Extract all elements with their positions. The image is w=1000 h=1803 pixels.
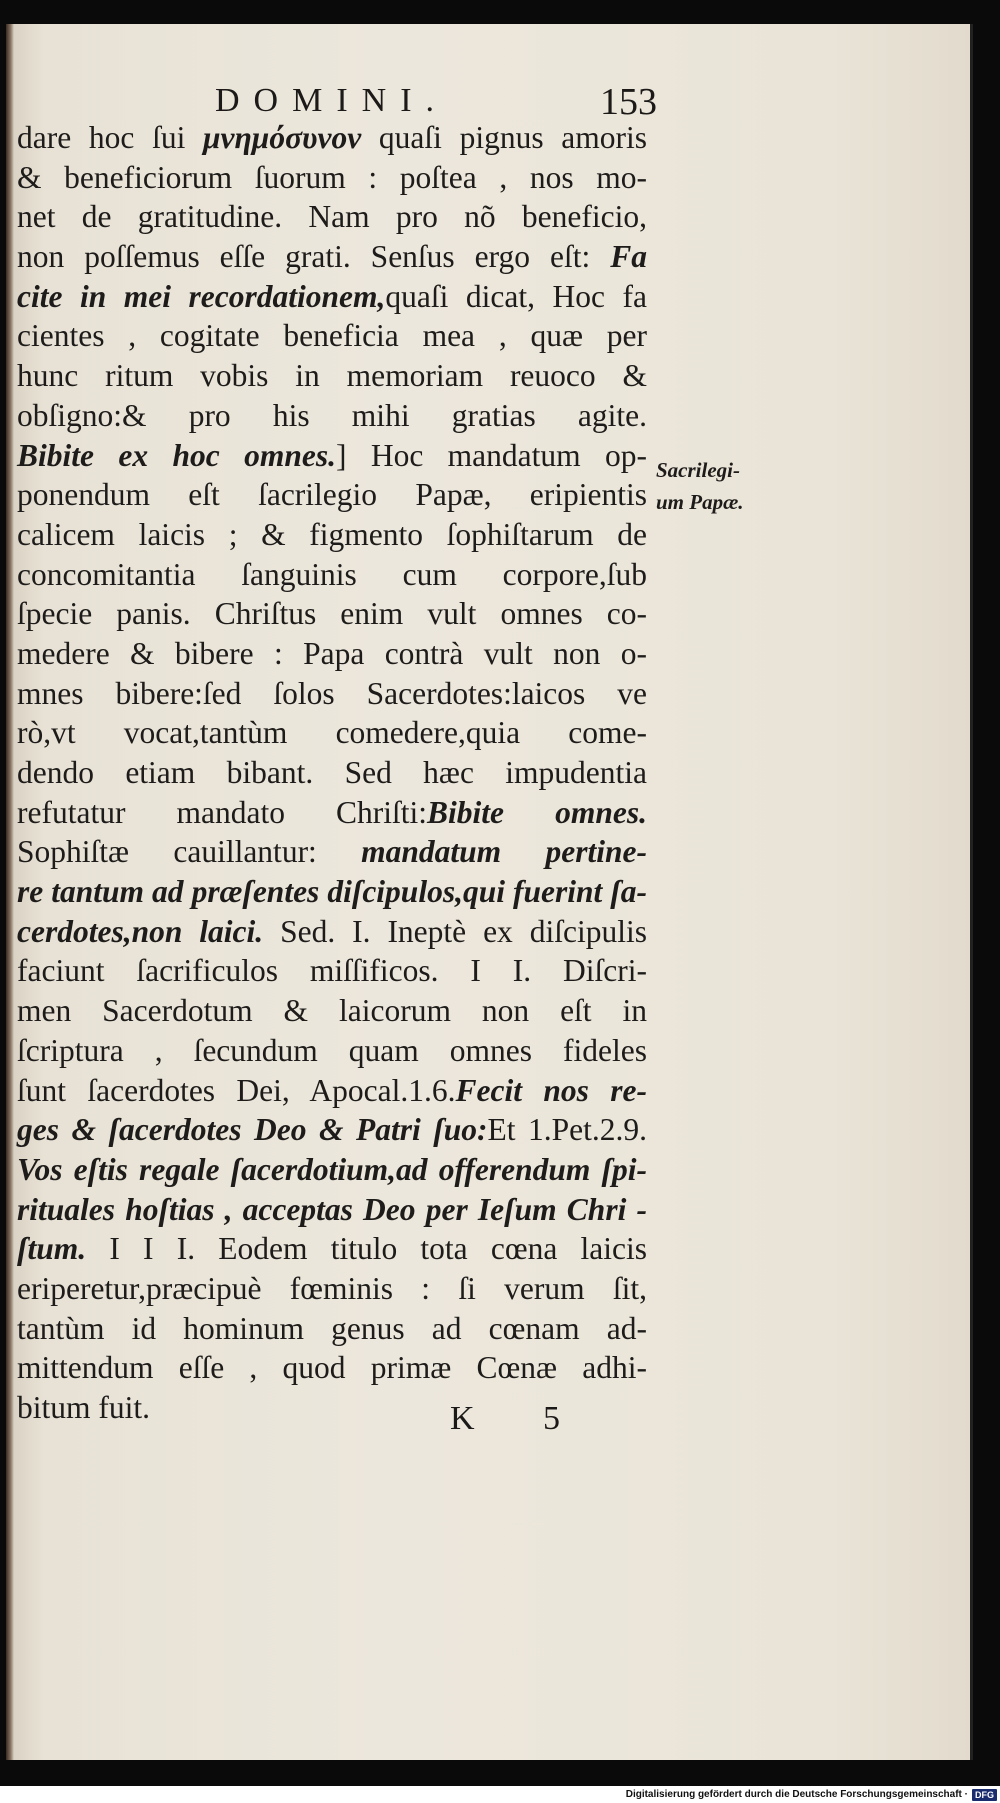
- text-segment: net de gratitudine. Nam pro nõ beneficio,: [17, 199, 647, 235]
- text-line: [17, 1229, 647, 1269]
- text-segment: ſunt ſacerdotes Dei, Apocal.1.6.: [17, 1072, 456, 1108]
- text-segment: tantùm id hominum genus ad cœnam ad-: [17, 1310, 647, 1346]
- text-segment: dendo etiam bibant. Sed hæc impudentia: [17, 755, 647, 790]
- text-line: [17, 158, 647, 198]
- text-segment: concomitantia ſanguinis cum corpore,ſub: [17, 556, 647, 592]
- text-segment: men Sacerdotum & laicorum non eſt in: [17, 993, 647, 1029]
- text-segment: dare hoc ſui: [17, 120, 204, 155]
- text-line: [17, 1348, 647, 1388]
- text-line: [17, 475, 647, 515]
- text-line: [17, 674, 647, 714]
- page-binding-edge: [6, 24, 14, 1760]
- text-line: [17, 991, 647, 1031]
- italic-segment: rituales hoſtias , acceptas Deo per Ieſum Chri -: [17, 1191, 647, 1227]
- text-segment: & beneficiorum ſuorum : poſtea , nos mo-: [17, 159, 647, 195]
- text-line: [17, 356, 647, 396]
- text-line: [17, 1071, 647, 1111]
- marginal-note: [656, 454, 744, 518]
- digitization-credit: [626, 1786, 1000, 1803]
- text-line: [17, 1309, 647, 1349]
- text-line: [17, 832, 647, 872]
- text-line: [17, 396, 647, 436]
- italic-segment: mandatum pertine-: [361, 834, 647, 870]
- text-segment: refutatur mandato Chriſti:: [17, 794, 428, 830]
- text-segment: quaſi dicat, Hoc fa: [385, 278, 647, 314]
- text-segment: calicem laicis ; & figmento ſophiſtarum de: [17, 516, 647, 552]
- text-line: [17, 753, 647, 793]
- italic-segment: cerdotes,non laici.: [17, 913, 264, 949]
- text-segment: I I I. Eodem titulo tota cœna laicis: [86, 1231, 647, 1267]
- text-line: [17, 555, 647, 595]
- text-segment: mittendum eſſe , quod primæ Cœnæ adhi-: [17, 1350, 647, 1386]
- text-line: [17, 515, 647, 555]
- text-segment: Et 1.Pet.2.9.: [487, 1112, 647, 1148]
- credit-text: Digitalisierung gefördert durch die Deutsche Forschungsgemeinschaft ·: [625, 1789, 968, 1800]
- text-segment: medere & bibere : Papa contrà vult non o-: [17, 635, 647, 671]
- text-segment: eriperetur,præcipuè fœminis : ſi verum ſit,: [17, 1270, 647, 1306]
- italic-segment: cite in mei recordationem,: [17, 278, 386, 314]
- italic-segment: Bibite ex hoc omnes.: [17, 437, 336, 473]
- text-line: [17, 1031, 647, 1071]
- marginal-note-line-2: um Papæ.: [656, 490, 744, 514]
- text-segment: ſcriptura , ſecundum quam omnes fideles: [17, 1032, 647, 1068]
- text-line: [17, 634, 647, 674]
- text-segment: quaſi pignus amoris: [361, 120, 648, 155]
- italic-segment: μνημόσυνον: [203, 120, 362, 155]
- text-segment: obſigno:& pro his mihi gratias agite.: [17, 397, 647, 433]
- text-line: [17, 872, 647, 912]
- text-line: [17, 713, 647, 753]
- marginal-note-line-1: Sacrilegi-: [656, 458, 740, 482]
- italic-segment: Vos eſtis regale ſacerdotium,ad offerendum ſpi-: [17, 1151, 647, 1187]
- text-segment: hunc ritum vobis in memoriam reuoco &: [17, 358, 647, 394]
- italic-segment: Fa: [610, 239, 647, 275]
- text-line: [17, 1150, 647, 1190]
- italic-segment: Fecit nos re-: [455, 1072, 647, 1108]
- text-line: [17, 793, 647, 833]
- text-segment: non poſſemus eſſe grati. Senſus ergo eſt:: [17, 239, 611, 275]
- text-line: [17, 316, 647, 356]
- italic-segment: re tantum ad præſentes diſcipulos,qui fuerint ſa-: [17, 874, 647, 910]
- text-line: [17, 1110, 647, 1150]
- text-line: [17, 1190, 647, 1230]
- signature-mark: K 5: [450, 1400, 591, 1437]
- text-line: [17, 436, 647, 476]
- main-text-block: [17, 118, 647, 1428]
- text-segment: cientes , cogitate beneficia mea , quæ per: [17, 318, 647, 354]
- text-line: [17, 197, 647, 237]
- text-segment: rò,vt vocat,tantùm comedere,quia come-: [17, 715, 647, 751]
- text-segment: ſpecie panis. Chriſtus enim vult omnes co-: [17, 596, 647, 632]
- italic-segment: Bibite omnes.: [427, 794, 647, 830]
- text-segment: bitum fuit.: [17, 1390, 150, 1425]
- text-line: [17, 237, 647, 277]
- text-line: [17, 1269, 647, 1309]
- text-line: [17, 118, 647, 158]
- text-line: [17, 951, 647, 991]
- italic-segment: ſtum.: [17, 1231, 87, 1267]
- dfg-logo: DFG: [972, 1789, 997, 1801]
- text-line: [17, 594, 647, 634]
- page-number: 153: [600, 81, 657, 123]
- text-segment: mnes bibere:ſed ſolos Sacerdotes:laicos ve: [17, 675, 647, 711]
- italic-segment: ges & ſacerdotes Deo & Patri ſuo:: [17, 1112, 488, 1148]
- text-segment: Sophiſtæ cauillantur:: [17, 834, 362, 870]
- text-line: [17, 277, 647, 317]
- text-segment: faciunt ſacrificulos miſſificos. I I. Diſcri-: [17, 953, 647, 989]
- text-segment: ponendum eſt ſacrilegio Papæ, eripientis: [17, 477, 647, 513]
- text-segment: Sed. I. Ineptè ex diſcipulis: [263, 913, 647, 949]
- text-line: [17, 912, 647, 952]
- text-segment: ] Hoc mandatum op-: [335, 437, 647, 473]
- running-head: DOMINI.: [215, 82, 449, 119]
